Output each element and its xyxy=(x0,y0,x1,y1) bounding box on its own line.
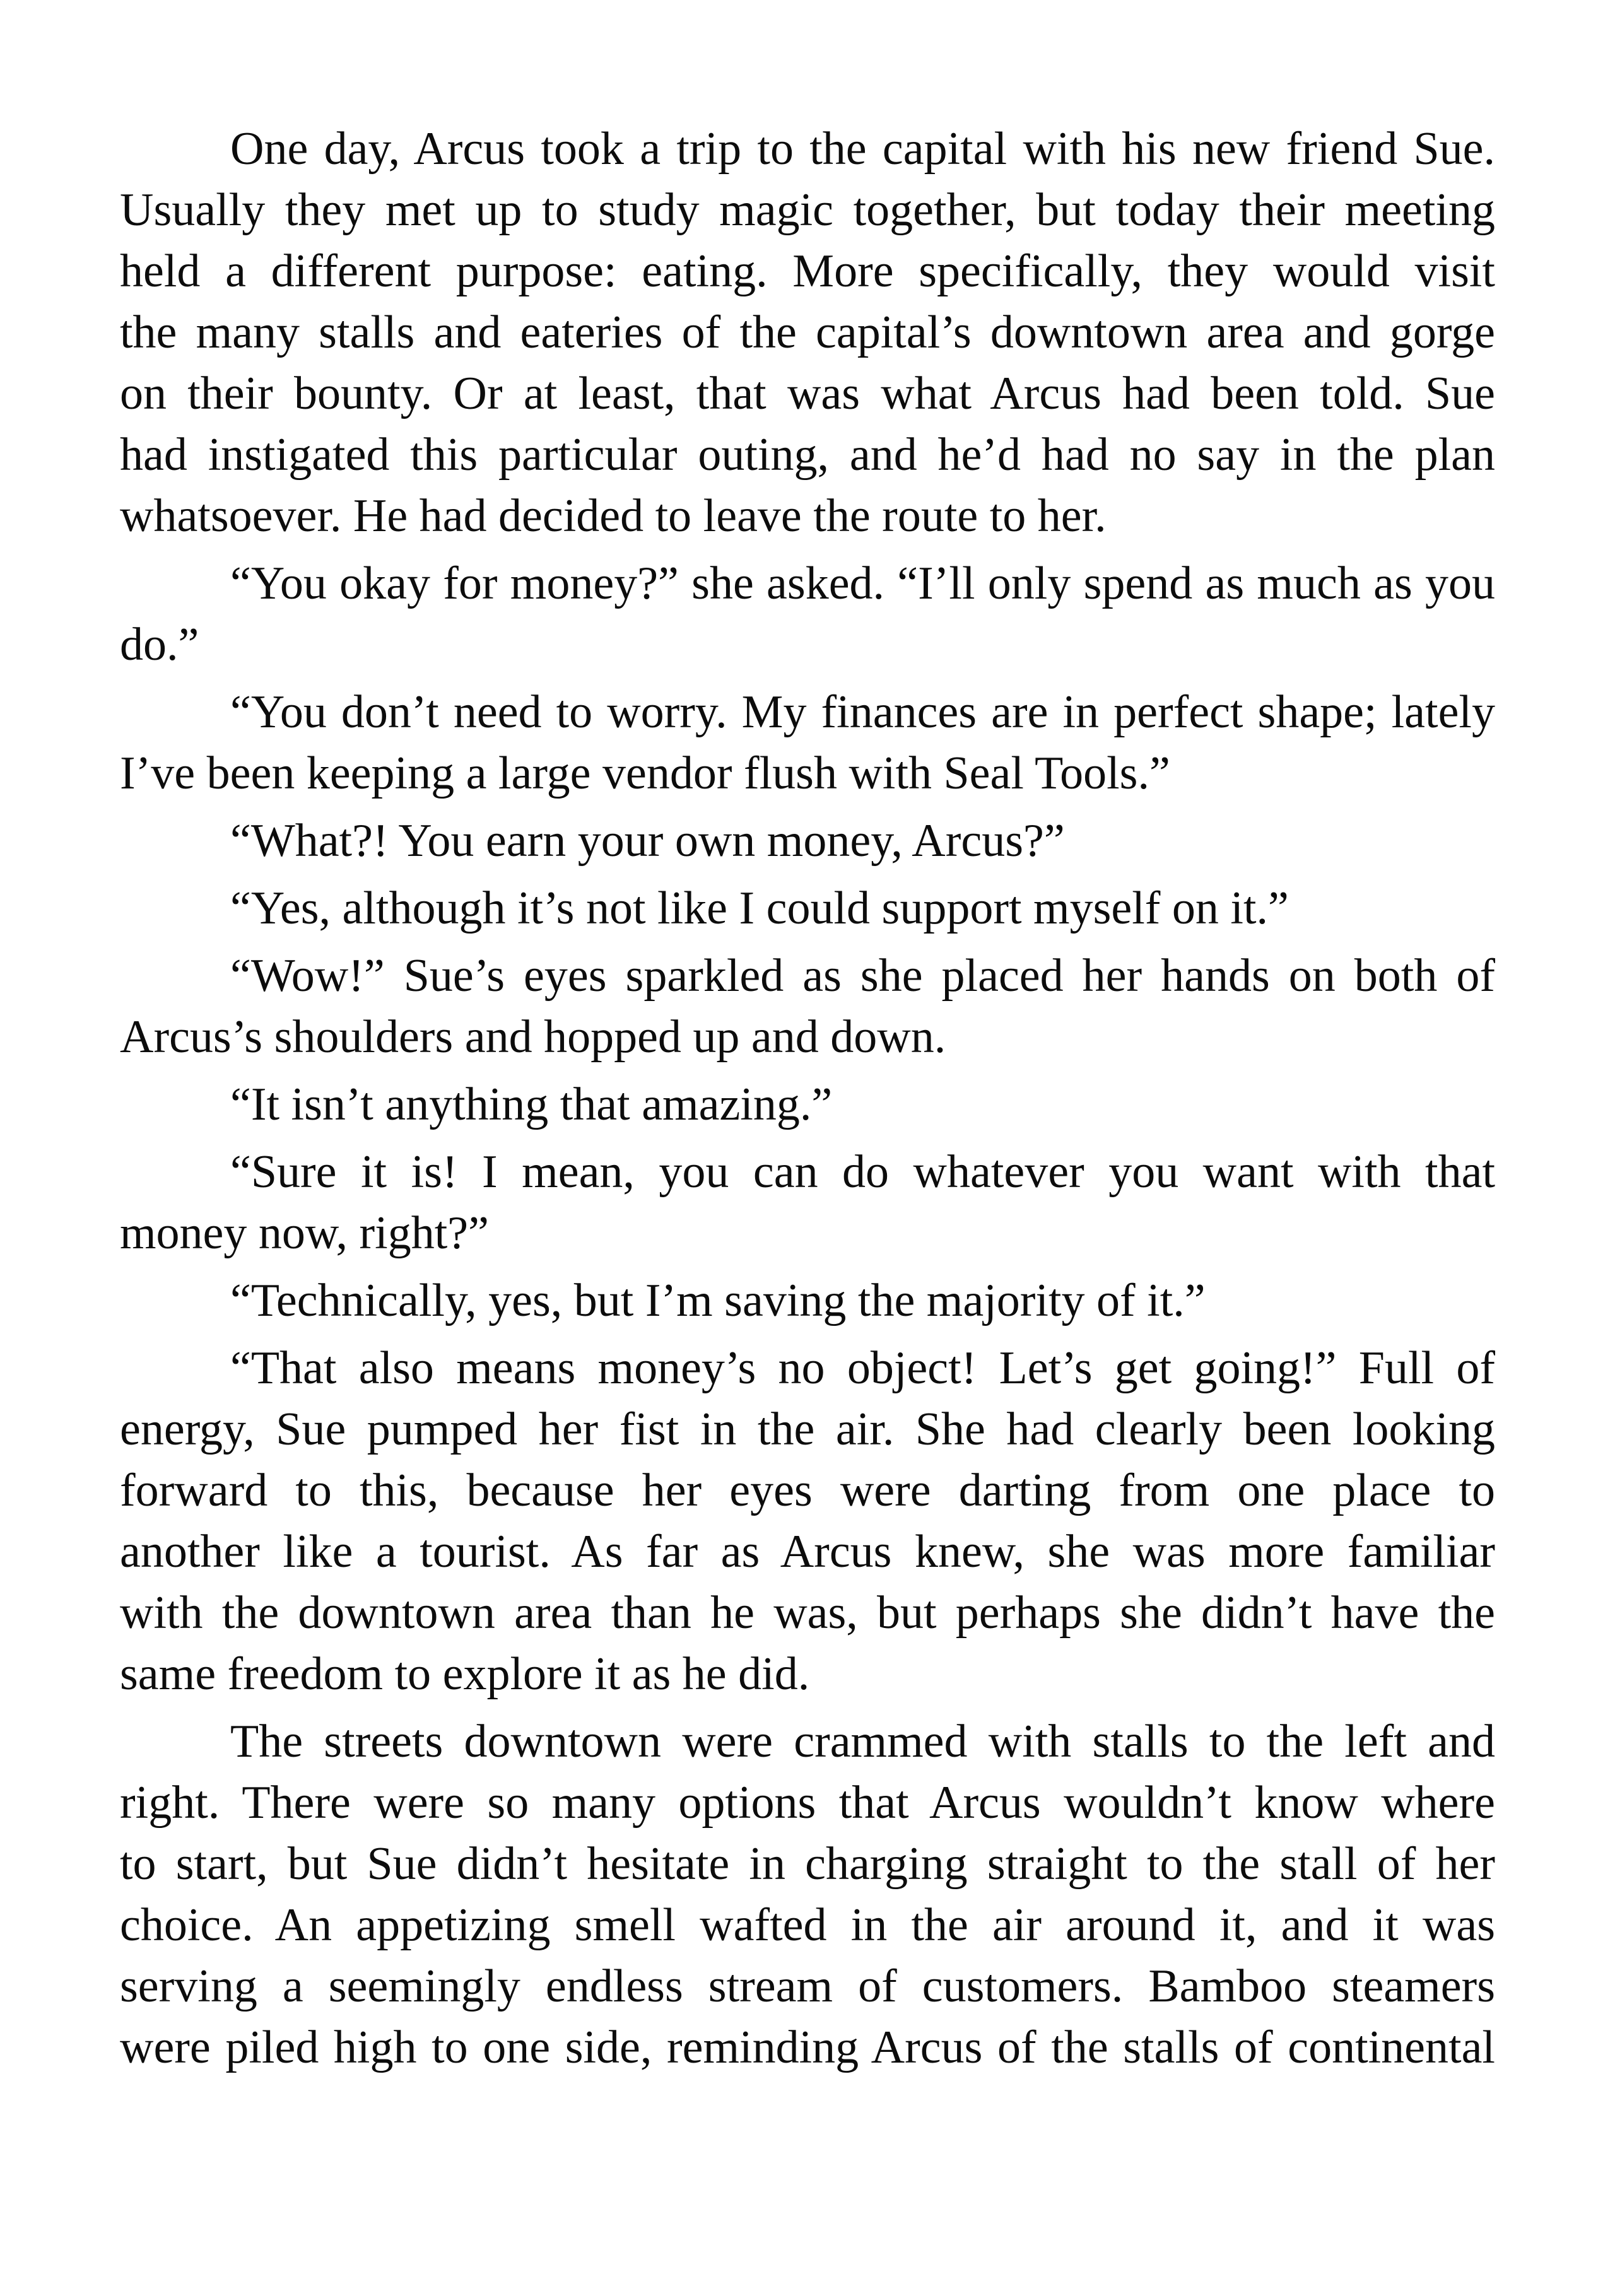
paragraph xyxy=(120,1338,1495,1705)
paragraph xyxy=(120,878,1495,939)
paragraph xyxy=(120,1142,1495,1264)
text-line: “What?! You earn your own money, Arcus?” xyxy=(230,815,1065,867)
text-line: “Yes, although it’s not like I could support myself on it.” xyxy=(230,882,1289,934)
paragraph xyxy=(120,553,1495,676)
text-line: same freedom to explore it as he did. xyxy=(120,1648,810,1700)
text-line: “You don’t need to worry. My finances are in perfect shape; lately xyxy=(230,686,1495,738)
text-line: forward to this, because her eyes were darting from one place to xyxy=(120,1465,1495,1516)
text-line: “You okay for money?” she asked. “I’ll only spend as much as you xyxy=(230,558,1495,609)
text-line: “Sure it is! I mean, you can do whatever you want with that xyxy=(230,1146,1495,1198)
paragraph xyxy=(120,1074,1495,1135)
text-line: “Wow!” Sue’s eyes sparkled as she placed her hands on both of xyxy=(230,950,1495,1002)
text-line: do.” xyxy=(120,619,199,671)
text-line: Arcus’s shoulders and hopped up and down. xyxy=(120,1011,946,1063)
paragraph xyxy=(120,946,1495,1068)
text-line: “That also means money’s no object! Let’s get going!” Full of xyxy=(230,1342,1495,1394)
paragraph xyxy=(120,682,1495,804)
paragraph xyxy=(120,1711,1495,2078)
text-line: held a different purpose: eating. More specifically, they would visit xyxy=(120,245,1495,297)
text-line: had instigated this particular outing, and he’d had no say in the plan xyxy=(120,429,1495,481)
text-line: “It isn’t anything that amazing.” xyxy=(230,1079,833,1130)
text-line: were piled high to one side, reminding Arcus of the stalls of continental xyxy=(120,2022,1495,2073)
text-line: right. There were so many options that Arcus wouldn’t know where xyxy=(120,1777,1495,1829)
text-line: The streets downtown were crammed with stalls to the left and xyxy=(230,1716,1495,1767)
text-line: on their bounty. Or at least, that was what Arcus had been told. Sue xyxy=(120,368,1495,419)
paragraph xyxy=(120,811,1495,872)
text-line: to start, but Sue didn’t hesitate in charging straight to the stall of her xyxy=(120,1838,1495,1890)
text-line: I’ve been keeping a large vendor flush with Seal Tools.” xyxy=(120,747,1170,799)
text-line: Usually they met up to study magic together, but today their meeting xyxy=(120,184,1495,236)
text-line: choice. An appetizing smell wafted in the air around it, and it was xyxy=(120,1899,1495,1951)
paragraph xyxy=(120,1270,1495,1332)
text-line: “Technically, yes, but I’m saving the majority of it.” xyxy=(230,1275,1206,1327)
text-line: serving a seemingly endless stream of customers. Bamboo steamers xyxy=(120,1960,1495,2012)
text-line: another like a tourist. As far as Arcus knew, she was more familiar xyxy=(120,1526,1495,1578)
paragraph xyxy=(120,119,1495,547)
page-text xyxy=(120,0,1495,2078)
text-line: with the downtown area than he was, but perhaps she didn’t have the xyxy=(120,1587,1495,1639)
text-line: whatsoever. He had decided to leave the route to her. xyxy=(120,490,1107,542)
text-line: energy, Sue pumped her fist in the air. She had clearly been looking xyxy=(120,1403,1495,1455)
text-line: money now, right?” xyxy=(120,1207,489,1259)
text-line: the many stalls and eateries of the capital’s downtown area and gorge xyxy=(120,307,1495,358)
text-line: One day, Arcus took a trip to the capital with his new friend Sue. xyxy=(230,123,1495,175)
